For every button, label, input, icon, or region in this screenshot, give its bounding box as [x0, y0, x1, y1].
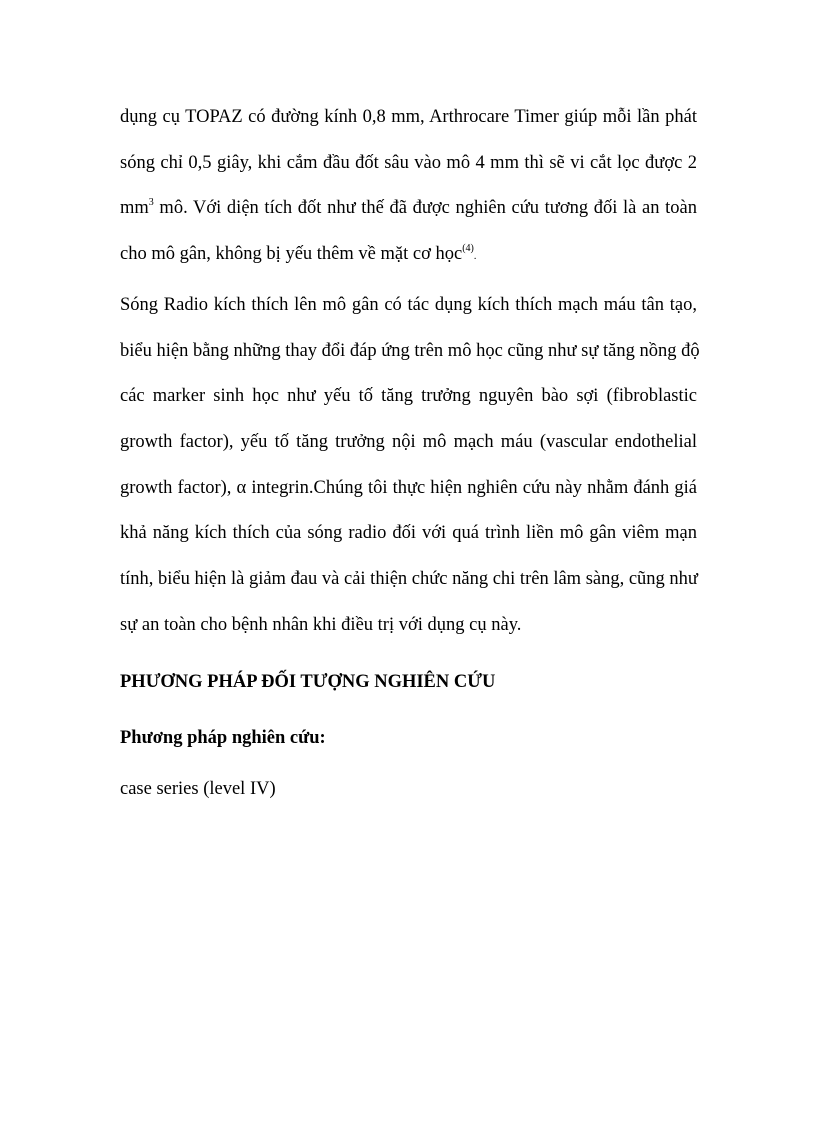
paragraph-line: Sóng Radio kích thích lên mô gân có tác dụng kích thích mạch máu tân tạo,	[120, 294, 697, 315]
paragraph-line: growth factor), yếu tố tăng trưởng nội mô mạch máu (vascular endothelial	[120, 431, 697, 452]
unit-text: mm	[120, 198, 149, 219]
paragraph-line: tính, biểu hiện là giảm đau và cải thiện chức năng chi trên lâm sàng, cũng như	[120, 569, 698, 590]
paragraph-line: khả năng kích thích của sóng radio đối với quá trình liền mô gân viêm mạn	[120, 523, 697, 544]
subsection-heading: Phương pháp nghiên cứu:	[120, 728, 326, 749]
paragraph-line: biểu hiện bằng những thay đổi đáp ứng trên mô học cũng như sự tăng nồng độ	[120, 340, 700, 361]
document-page	[120, 95, 700, 800]
paragraph-line: dụng cụ TOPAZ có đường kính 0,8 mm, Arthrocare Timer giúp mỗi lần phát	[120, 107, 697, 127]
paragraph-radiofrequency-device	[120, 95, 697, 280]
paragraph-radio-wave-effects	[120, 283, 700, 649]
paragraph-line-text: cho mô gân, không bị yếu thêm về mặt cơ học	[120, 244, 463, 265]
superscript-exponent: 3	[148, 197, 154, 209]
paragraph-line: các marker sinh học như yếu tố tăng trưởng nguyên bào sợi (fibroblastic	[120, 386, 697, 407]
paragraph-line	[120, 186, 697, 232]
section-heading: PHƯƠNG PHÁP ĐỐI TƯỢNG NGHIÊN CỨU	[120, 672, 496, 693]
paragraph-line: sóng chỉ 0,5 giây, khi cắm đầu đốt sâu vào mô 4 mm thì sẽ vi cắt lọc được 2	[120, 152, 697, 173]
paragraph-line: growth factor), α integrin.Chúng tôi thực hiện nghiên cứu này nhằm đánh giá	[120, 477, 697, 498]
sentence-period: .	[473, 251, 477, 263]
study-design-text: case series (level IV)	[120, 779, 276, 800]
paragraph-line-text: mô. Với diện tích đốt như thế đã được nghiên cứu tương đối là an toàn	[153, 198, 697, 219]
paragraph-line	[120, 232, 697, 280]
citation-reference: (4)	[462, 243, 474, 255]
paragraph-line: sự an toàn cho bệnh nhân khi điều trị với dụng cụ này.	[120, 614, 522, 635]
